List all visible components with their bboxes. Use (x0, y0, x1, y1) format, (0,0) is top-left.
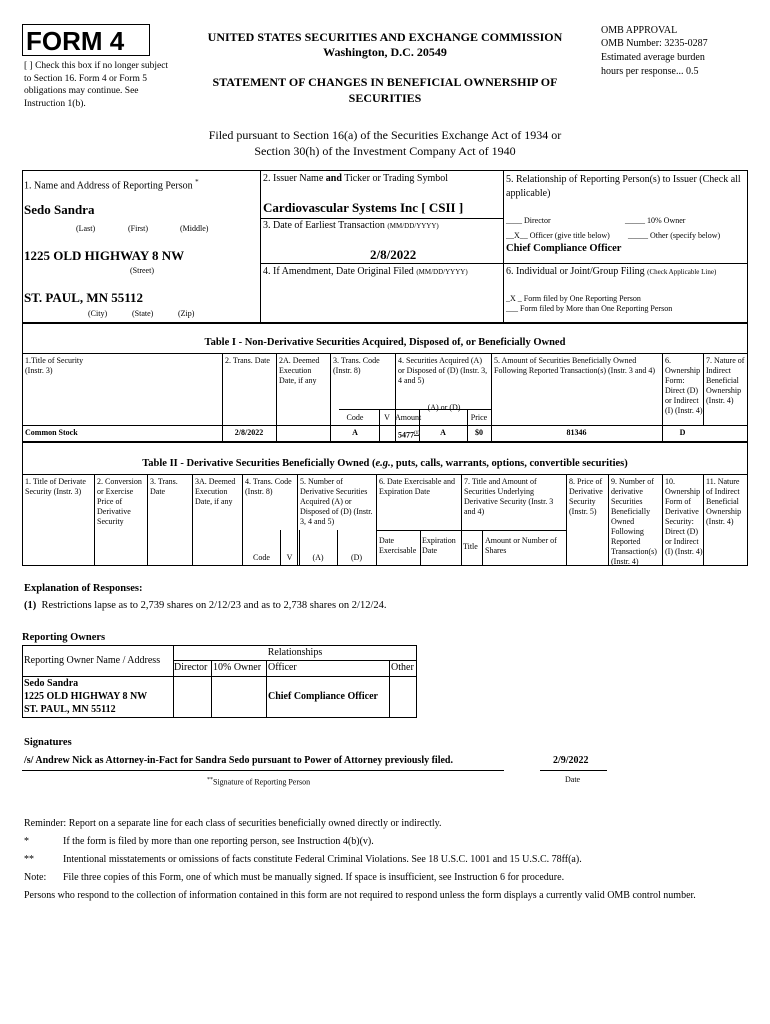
grid-divider (503, 170, 504, 323)
table2-divider (192, 474, 193, 566)
box1-label (24, 176, 199, 192)
table1-row-price: $0 (475, 428, 483, 437)
table2-header-1: 1. Title of Derivate Security (Instr. 3) (25, 477, 86, 496)
issuer-name: Cardiovascular Systems Inc [ CSII ] (263, 200, 464, 215)
table2-sub-expiration: Expiration Date (422, 536, 456, 555)
table2-header-9: 9. Number of derivative Securities Beneficially Owned Following Reported Transaction(s) (Instr. 4) (611, 477, 657, 566)
no-longer-subject-checkbox-text[interactable]: [ ] Check this box if no longer subject to Section 16. Form 4 or Form 5 obligations may continue. See Instruction 1(b). (24, 61, 169, 109)
box3-label-format: (MM/DD/YYYY) (387, 222, 439, 230)
omb-number: OMB Number: 3235-0287 (601, 38, 708, 49)
signature-text: /s/ Andrew Nick as Attorney-in-Fact for Sandra Sedo pursuant to Power of Attorney previously filed. (24, 755, 453, 766)
note-text: File three copies of this Form, one of which must be manually signed. If space is insufficient, see Instruction 6 for procedure. (63, 872, 565, 883)
table1-row-amount-footnote[interactable]: (1) (414, 431, 420, 436)
reminder-dstar-text: Intentional misstatements or omissions of facts constitute Federal Criminal Violations. See 18 U.S.C. 1001 and 15 U.S.C. 78ff(a). (63, 854, 582, 865)
owner-name: Sedo Sandra (24, 678, 79, 689)
table2-sub-d: (D) (350, 553, 363, 562)
table2-divider (420, 530, 421, 566)
box6-label-small: (Check Applicable Line) (647, 268, 717, 276)
table2-sub-exercisable: Date Exercisable (379, 536, 417, 555)
grid-divider (260, 218, 503, 219)
owners-header-other: Other (391, 662, 414, 673)
grid-divider (260, 263, 748, 264)
grid-divider (260, 170, 261, 323)
owner-officer-title: Chief Compliance Officer (268, 691, 378, 702)
signatures-heading: Signatures (24, 737, 72, 748)
table2-sub-v: V (286, 553, 293, 562)
city-label: (City) (88, 309, 108, 318)
box2-label-and: and (325, 173, 342, 184)
table1-header-code: 3. Trans. Code (Instr. 8) (333, 356, 380, 375)
reporting-person-street: 1225 OLD HIGHWAY 8 NW (24, 248, 185, 263)
table2-header-4: 4. Trans. Code (Instr. 8) (245, 477, 292, 496)
owners-header-ten-pct: 10% Owner (213, 662, 262, 673)
owners-divider (211, 660, 212, 718)
table1-row-amount-value: 5477 (398, 430, 414, 440)
table1-sub-amount: Amount (395, 413, 422, 422)
table2-divider (94, 474, 95, 566)
table1-header-date: 2. Trans. Date (225, 356, 270, 365)
table1-header-acquired: 4. Securities Acquired (A) or Disposed of (D) (Instr. 3, 4 and 5) (398, 356, 488, 385)
omb-notice: Persons who respond to the collection of information contained in this form are not required to respond unless the form displays a currently valid OMB control number. (24, 890, 696, 901)
table1-sub-price: Price (470, 413, 488, 422)
date-line (540, 770, 607, 771)
owners-divider (173, 660, 417, 661)
table1-divider (276, 353, 277, 442)
table2-header-6: 6. Date Exercisable and Expiration Date (379, 477, 455, 496)
table2-divider (376, 474, 377, 566)
footnote-1-mark: (1) (24, 600, 37, 611)
table2-sub-title: Title (463, 542, 478, 551)
form-title: FORM 4 (26, 26, 125, 56)
table2-header-7: 7. Title and Amount of Securities Underlying Derivative Security (Instr. 3 and 4) (464, 477, 554, 516)
table1-divider (339, 409, 491, 410)
omb-title: OMB APPROVAL (601, 25, 678, 36)
note-mark: Note: (24, 872, 47, 883)
reminder-star-mark: * (24, 836, 29, 847)
zip-label: (Zip) (178, 309, 195, 318)
box1-label-text: 1. Name and Address of Reporting Person (24, 180, 193, 192)
box2-label-post: Ticker or Trading Symbol (341, 173, 449, 184)
table1-divider (703, 353, 704, 425)
table1-row-ownership: D (679, 428, 686, 437)
box6-label-text: 6. Individual or Joint/Group Filing (506, 266, 645, 277)
box1-footnote-mark: * (195, 178, 199, 186)
table1-header-amount-owned: 5. Amount of Securities Beneficially Owned Following Reported Transaction(s) (Instr. 3 and 4) (494, 356, 656, 375)
signature-date: 2/9/2022 (553, 755, 589, 766)
table1-row-title: Common Stock (25, 428, 78, 437)
table1-divider (22, 425, 748, 426)
other-checkbox[interactable]: _____ Other (specify below) (628, 231, 721, 240)
table1-header-nature: 7. Nature of Indirect Beneficial Ownership (Instr. 4) (706, 356, 745, 405)
table1-row-owned: 81346 (566, 428, 587, 437)
table2-divider (482, 530, 483, 566)
owners-divider (389, 660, 390, 718)
table1-sub-a-or-d: (A) or (D) (427, 403, 461, 412)
box4-label-text: 4. If Amendment, Date Original Filed (263, 266, 414, 277)
footnote-1-text: Restrictions lapse as to 2,739 shares on 2/12/23 and as to 2,738 shares on 2/12/24. (41, 600, 387, 611)
agency-name: UNITED STATES SECURITIES AND EXCHANGE COMMISSION (207, 30, 563, 44)
signature-label (207, 775, 310, 788)
table1-row-a-or-d: A (440, 428, 446, 437)
burden-hours: hours per response... 0.5 (601, 66, 699, 77)
street-label: (Street) (130, 266, 154, 275)
owners-header-relationships: Relationships (267, 647, 323, 658)
last-name-label: (Last) (76, 224, 96, 233)
table2-header-2: 2. Conversion or Exercise Price of Derivative Security (97, 477, 142, 526)
table2-header-5: 5. Number of Derivative Securities Acquired (A) or Disposed of (D) (Instr. 3, 4 and 5) (300, 477, 373, 526)
table1-row-amount (398, 429, 420, 441)
owner-street: 1225 OLD HIGHWAY 8 NW (24, 691, 148, 702)
table2-divider (703, 474, 704, 566)
filed-pursuant-line-2: Section 30(h) of the Investment Company Act of 1940 (254, 144, 516, 158)
signature-label-mark: ** (207, 777, 213, 783)
table1-row-code: A (352, 428, 358, 437)
table2-divider (147, 474, 148, 566)
table1-header-title: 1.Title of Security (Instr. 3) (25, 356, 84, 375)
officer-checkbox[interactable]: __X__ Officer (give title below) (506, 231, 610, 240)
table2-divider (376, 530, 566, 531)
table2-header-8: 8. Price of Derivative Security (Instr. 5) (569, 477, 603, 516)
table2-title (22, 458, 748, 469)
owners-header-name: Reporting Owner Name / Address (24, 655, 161, 666)
box5-label: 5. Relationship of Reporting Person(s) to Issuer (Check all applicable) (506, 174, 741, 199)
reporting-owners-heading: Reporting Owners (22, 632, 106, 643)
signature-label-text: Signature of Reporting Person (213, 777, 311, 787)
box4-label (263, 266, 468, 278)
box2-label (263, 173, 448, 185)
statement-title: STATEMENT OF CHANGES IN BENEFICIAL OWNERSHIP OF SECURITIES (212, 75, 558, 105)
reminder-text: Reminder: Report on a separate line for each class of securities beneficially owned directly or indirectly. (24, 818, 442, 829)
state-label: (State) (132, 309, 154, 318)
earliest-transaction-date: 2/8/2022 (370, 247, 417, 262)
table1-divider (395, 353, 396, 442)
table2-sub-a: (A) (312, 553, 324, 562)
filed-pursuant-line-1: Filed pursuant to Section 16(a) of the Securities Exchange Act of 1934 or (208, 128, 562, 142)
reminder-star-text: If the form is filed by more than one reporting person, see Instruction 4(b)(v). (63, 836, 374, 847)
director-checkbox[interactable]: ____ Director (506, 216, 551, 225)
owners-divider (22, 676, 417, 677)
owners-header-officer: Officer (268, 662, 297, 673)
table2-header-10: 10. Ownership Form of Derivative Security: Direct (D) or Indirect (I) (Instr. 4) (665, 477, 703, 556)
table1-sub-v: V (384, 413, 390, 422)
table2-header-3a: 3A. Deemed Execution Date, if any (195, 477, 236, 506)
box2-label-pre: 2. Issuer Name (263, 173, 326, 184)
box4-label-format: (MM/DD/YYYY) (416, 268, 468, 276)
explanation-heading: Explanation of Responses: (24, 583, 143, 594)
middle-name-label: (Middle) (180, 224, 209, 233)
box3-label-text: 3. Date of Earliest Transaction (263, 220, 385, 231)
box3-label (263, 220, 439, 232)
table2-title-pre: Table II - Derivative Securities Beneficially Owned ( (142, 458, 376, 469)
date-label: Date (565, 775, 581, 784)
table1-divider (22, 353, 748, 354)
owners-header-director: Director (174, 662, 208, 673)
table1-header-ownership: 6. Ownership Form: Direct (D) or Indirect (I) (Instr. 4) (665, 356, 703, 415)
table2-divider (566, 474, 567, 566)
table2-divider (22, 474, 748, 475)
reporting-person-name: Sedo Sandra (24, 202, 95, 217)
table1-sub-code: Code (346, 413, 364, 422)
table2-divider (662, 474, 663, 566)
box6-label (506, 266, 716, 278)
reminder-dstar-mark: ** (24, 854, 34, 865)
table2-header-11: 11. Nature of Indirect Beneficial Ownership (Instr. 4) (706, 477, 742, 526)
table2-sub-amount: Amount or Number of Shares (485, 536, 557, 555)
footnote-1 (24, 600, 387, 611)
table2-header-3: 3. Trans. Date (150, 477, 178, 496)
table1-row-date: 2/8/2022 (234, 428, 264, 437)
officer-title: Chief Compliance Officer (506, 243, 622, 254)
table2-title-em: e.g. (375, 458, 391, 469)
reporting-person-city: ST. PAUL, MN 55112 (24, 290, 144, 305)
filed-by-one-person-option[interactable]: _X _ Form filed by One Reporting Person (506, 294, 641, 303)
table1-title: Table I - Non-Derivative Securities Acquired, Disposed of, or Beneficially Owned (204, 337, 566, 348)
table2-sub-code: Code (253, 553, 270, 562)
table2-title-post: , puts, calls, warrants, options, convertible securities) (390, 458, 628, 469)
signature-line (22, 770, 504, 771)
first-name-label: (First) (128, 224, 148, 233)
owners-divider (266, 660, 267, 718)
agency-city: Washington, D.C. 20549 (323, 45, 447, 59)
burden-label: Estimated average burden (601, 52, 705, 63)
table1-header-deemed: 2A. Deemed Execution Date, if any (279, 356, 320, 385)
filed-by-more-persons-option[interactable]: ___ Form filed by More than One Reporting Person (506, 304, 673, 313)
owner-city: ST. PAUL, MN 55112 (24, 704, 116, 715)
ten-percent-owner-checkbox[interactable]: _____ 10% Owner (625, 216, 686, 225)
